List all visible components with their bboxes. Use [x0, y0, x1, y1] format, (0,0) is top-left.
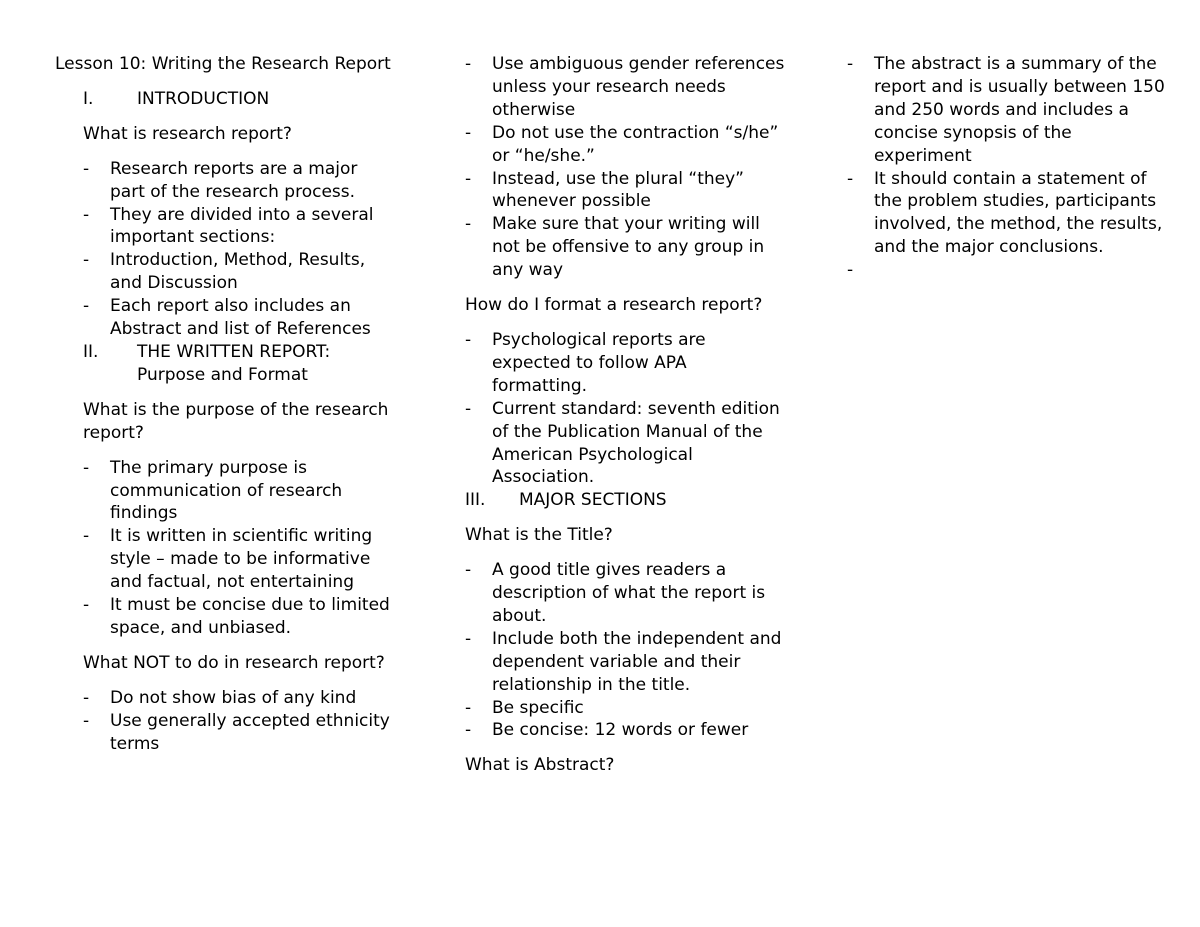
dash-bullet: - [83, 526, 90, 547]
list-item [847, 259, 1167, 282]
list-title [465, 559, 785, 742]
section-introduction [55, 88, 395, 756]
list-item: - The primary purpose is communication of research findings [83, 457, 343, 524]
list-item: - Be specific [465, 697, 584, 718]
section-heading-introduction [83, 88, 395, 111]
list-not-to-do-part1 [83, 687, 395, 756]
question-what-is-research-report: What is research report? [83, 123, 292, 144]
dash-bullet: - [83, 710, 90, 731]
dash-bullet: - [465, 560, 472, 581]
list-item: - The abstract is a summary of the report and is usually between 150 and 250 words and includes a concise synopsis of the experiment [847, 54, 1165, 166]
dash-bullet: - [465, 720, 472, 741]
list-abstract [847, 53, 1167, 282]
section-numeral: II. [83, 341, 99, 362]
list-item: - Use generally accepted ethnicity terms [83, 710, 390, 754]
list-item: - Be concise: 12 words or fewer [465, 720, 749, 741]
dash-bullet: - [465, 54, 472, 74]
list-what-is [83, 158, 395, 341]
question-format: How do I format a research report? [465, 295, 763, 316]
list-item: - Research reports are a major part of the research process. [83, 158, 358, 202]
section-numeral: I. [83, 88, 94, 109]
list-item: - Do not use the contraction “s/he” or “he/she.” [465, 122, 779, 166]
list-item: - Do not show bias of any kind [83, 687, 357, 708]
list-item: - Include both the independent and dependent variable and their relationship in the title. [465, 628, 782, 695]
list-item: - It should contain a statement of the problem studies, participants involved, the method, the results, and the major conclusions. [847, 168, 1163, 258]
dash-bullet: - [83, 250, 90, 271]
dash-bullet: - [465, 398, 472, 419]
question-not-to-do: What NOT to do in research report? [83, 652, 385, 673]
section-heading-major-sections [465, 489, 785, 512]
list-item: - Current standard: seventh edition of the Publication Manual of the American Psychological Association. [465, 398, 780, 488]
dash-bullet: - [83, 457, 90, 478]
question-abstract: What is Abstract? [465, 755, 615, 776]
question-title: What is the Title? [465, 525, 613, 546]
list-item: - They are divided into a several important sections: [83, 204, 374, 248]
section-title: INTRODUCTION [137, 88, 270, 109]
section-heading-written-report [83, 341, 395, 387]
question-purpose: What is the purpose of the research report? [83, 399, 389, 443]
list-item: - Instead, use the plural “they” whenever possible [465, 168, 744, 212]
column-middle [465, 53, 785, 789]
dash-bullet: - [847, 260, 854, 281]
list-item: - Make sure that your writing will not be offensive to any group in any way [465, 214, 765, 281]
list-item: - Introduction, Method, Results, and Discussion [83, 250, 366, 294]
column-right [847, 53, 1167, 294]
dash-bullet: - [83, 204, 90, 225]
column-left [55, 53, 395, 755]
dash-bullet: - [465, 329, 472, 350]
list-item: - It is written in scientific writing style – made to be informative and factual, not entertaining [83, 526, 373, 593]
dash-bullet: - [465, 628, 472, 649]
dash-bullet: - [83, 687, 90, 708]
section-title: MAJOR SECTIONS [519, 490, 667, 511]
dash-bullet: - [465, 122, 472, 143]
list-not-to-do-part2 [465, 53, 785, 282]
section-numeral: III. [465, 490, 486, 511]
list-purpose [83, 457, 395, 640]
list-item: - A good title gives readers a description of what the report is about. [465, 560, 766, 626]
dash-bullet: - [847, 54, 854, 74]
dash-bullet: - [83, 296, 90, 317]
dash-bullet: - [83, 595, 90, 616]
dash-bullet: - [465, 697, 472, 718]
dash-bullet: - [465, 168, 472, 189]
list-item: - Each report also includes an Abstract and list of References [83, 296, 371, 340]
section-title: THE WRITTEN REPORT: Purpose and Format [137, 341, 331, 385]
lesson-title: Lesson 10: Writing the Research Report [55, 54, 391, 74]
dash-bullet: - [847, 168, 854, 189]
dash-bullet: - [83, 158, 90, 179]
dash-bullet: - [465, 214, 472, 235]
list-item: - It must be concise due to limited space, and unbiased. [83, 595, 390, 638]
list-item: - Psychological reports are expected to follow APA formatting. [465, 329, 706, 396]
list-item: - Use ambiguous gender references unless your research needs otherwise [465, 54, 785, 120]
list-format [465, 329, 785, 489]
